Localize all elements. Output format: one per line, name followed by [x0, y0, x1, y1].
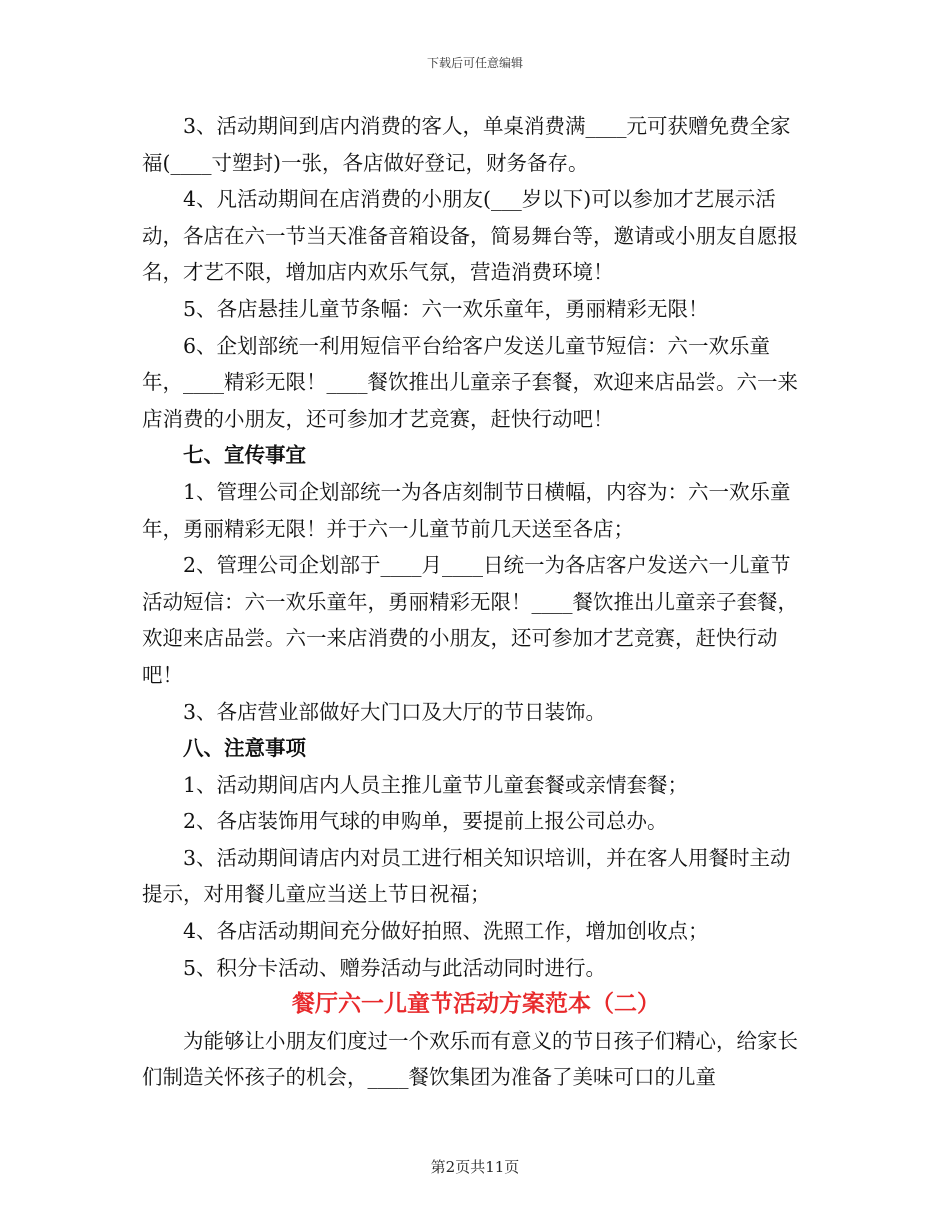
paragraph-publicity-1: 1、管理公司企划部统一为各店刻制节日横幅，内容为：六一欢乐童年，勇丽精彩无限！并于六一儿童节前几天送至各店；: [142, 479, 791, 541]
paragraph-intro: 为能够让小朋友们度过一个欢乐而有意义的节日孩子们精心，给家长们制造关怀孩子的机会，____餐饮集团为准备了美味可口的儿童: [142, 1028, 798, 1090]
paragraph-item-3: 3、活动期间到店内消费的客人，单桌消费满____元可获赠免费全家福(____寸塑封)一张，各店做好登记，财务备存。: [142, 114, 791, 175]
paragraph-notes-5: 5、积分卡活动、赠券活动与此活动同时进行。: [183, 955, 607, 980]
page-header: 下载后可任意编辑: [426, 56, 523, 70]
section-heading-notes: 八、注意事项: [183, 736, 306, 761]
page-footer: 第2页共11页: [430, 1158, 520, 1176]
section-heading-publicity: 七、宣传事宜: [183, 443, 306, 468]
paragraph-item-5: 5、各店悬挂儿童节条幅：六一欢乐童年，勇丽精彩无限！: [183, 296, 709, 321]
paragraph-item-6: 6、企划部统一利用短信平台给客户发送儿童节短信：六一欢乐童年，____精彩无限！____餐饮推出儿童亲子套餐，欢迎来店品尝。六一来店消费的小朋友，还可参加才艺竞赛，赶快行动吧！: [142, 333, 798, 431]
paragraph-item-4: 4、凡活动期间在店消费的小朋友(___岁以下)可以参加才艺展示活动，各店在六一节当天准备音箱设备，简易舞台等，邀请或小朋友自愿报名，才艺不限，增加店内欢乐气氛，营造消费环境！: [142, 187, 798, 285]
paragraph-notes-4: 4、各店活动期间充分做好拍照、洗照工作，增加创收点；: [183, 919, 709, 944]
paragraph-notes-2: 2、各店装饰用气球的申购单，要提前上报公司总办。: [183, 809, 668, 834]
paragraph-notes-1: 1、活动期间店内人员主推儿童节儿童套餐或亲情套餐；: [183, 772, 689, 797]
paragraph-notes-3: 3、活动期间请店内对员工进行相关知识培训，并在客人用餐时主动提示，对用餐儿童应当送上节日祝福；: [142, 845, 791, 907]
paragraph-publicity-2: 2、管理公司企划部于____月____日统一为各店客户发送六一儿童节活动短信：六一欢乐童年，勇丽精彩无限！____餐饮推出儿童亲子套餐，欢迎来店品尝。六一来店消费的小朋友，还可参加才艺竞赛，赶快行动吧！: [142, 553, 798, 687]
document-title-2: 餐厅六一儿童节活动方案范本（二）: [292, 991, 660, 1018]
paragraph-publicity-3: 3、各店营业部做好大门口及大厅的节日装饰。: [183, 699, 607, 724]
document-body: [142, 108, 810, 1096]
